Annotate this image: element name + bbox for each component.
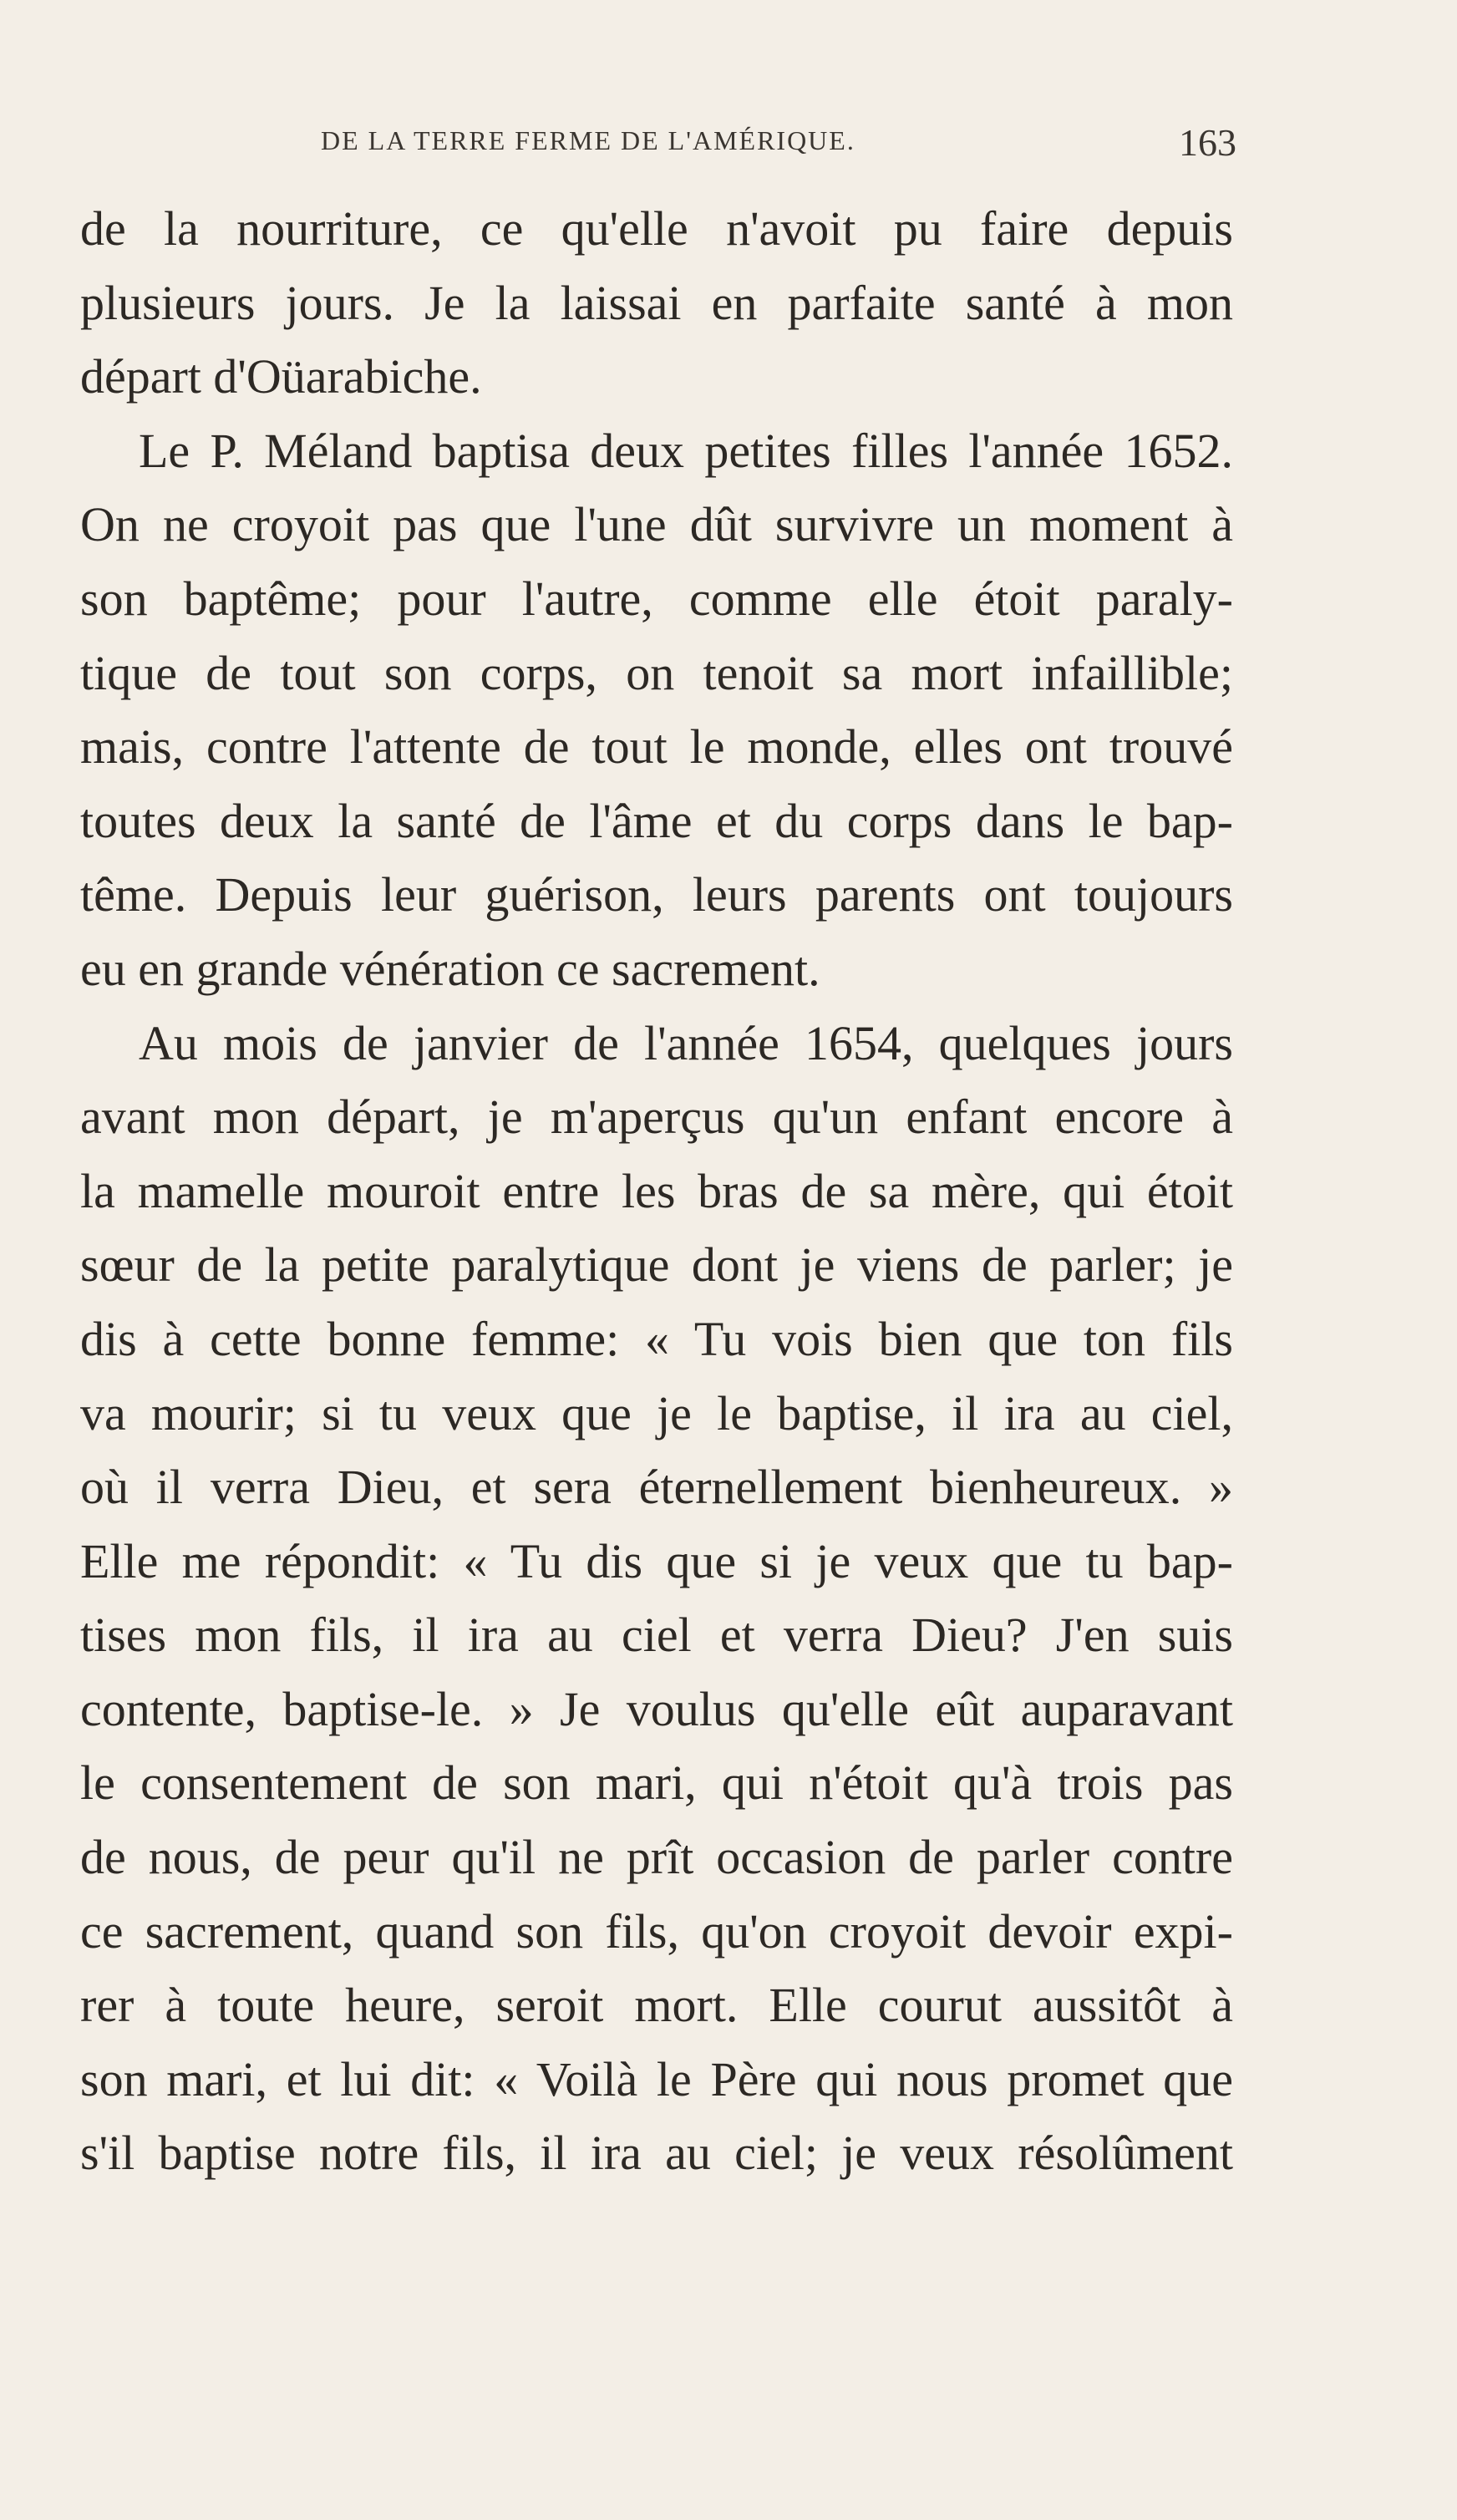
text-line: plusieurs jours. Je la laissai en parfaite santé à mon xyxy=(80,275,1233,330)
text-line: mais, contre l'attente de tout le monde, elles ont trouvé xyxy=(80,719,1233,775)
text-line: contente, baptise-le. » Je voulus qu'elle eût auparavant xyxy=(80,1681,1233,1736)
text-line: le consentement de son mari, qui n'étoit qu'à trois pas xyxy=(80,1755,1233,1811)
text-line: s'il baptise notre fils, il ira au ciel; je veux résolûment xyxy=(80,2126,1233,2181)
text-line: la mamelle mouroit entre les bras de sa mère, qui étoit xyxy=(80,1163,1233,1218)
text-line: Le P. Méland baptisa deux petites filles l'année 1652. xyxy=(139,423,1233,478)
text-line: eu en grande vénération ce sacrement. xyxy=(80,941,820,996)
page-number: 163 xyxy=(1179,121,1236,164)
text-line: tême. Depuis leur guérison, leurs parents ont toujours xyxy=(80,867,1233,922)
text-line: dis à cette bonne femme: « Tu vois bien que ton fils xyxy=(80,1311,1233,1366)
text-line: Au mois de janvier de l'année 1654, quelques jours xyxy=(139,1015,1233,1070)
body-text xyxy=(80,192,1233,2191)
page-header xyxy=(80,121,1236,167)
text-line: de la nourriture, ce qu'elle n'avoit pu faire depuis xyxy=(80,201,1233,256)
text-line: son mari, et lui dit: « Voilà le Père qui nous promet que xyxy=(80,2051,1233,2106)
text-line: rer à toute heure, seroit mort. Elle courut aussitôt à xyxy=(80,1978,1233,2033)
text-line: de nous, de peur qu'il ne prît occasion de parler contre xyxy=(80,1830,1233,1885)
text-line: Elle me répondit: « Tu dis que si je veux que tu bap- xyxy=(80,1533,1233,1588)
text-line: ce sacrement, quand son fils, qu'on croyoit devoir expi- xyxy=(80,1903,1233,1959)
text-line: toutes deux la santé de l'âme et du corps dans le bap- xyxy=(80,793,1233,848)
text-line: tique de tout son corps, on tenoit sa mort infaillible; xyxy=(80,645,1233,700)
text-line: va mourir; si tu veux que je le baptise, il ira au ciel, xyxy=(80,1385,1233,1440)
text-line: sœur de la petite paralytique dont je viens de parler; je xyxy=(80,1237,1233,1293)
text-line: avant mon départ, je m'aperçus qu'un enfant encore à xyxy=(80,1090,1233,1145)
text-line: départ d'Oüarabiche. xyxy=(80,349,482,404)
text-line: où il verra Dieu, et sera éternellement bienheureux. » xyxy=(80,1460,1233,1515)
running-title: DE LA TERRE FERME DE L'AMÉRIQUE. xyxy=(321,125,855,155)
text-line: son baptême; pour l'autre, comme elle étoit paraly- xyxy=(80,571,1233,626)
text-line: On ne croyoit pas que l'une dût survivre un moment à xyxy=(80,497,1233,552)
text-line: tises mon fils, il ira au ciel et verra Dieu? J'en suis xyxy=(80,1608,1233,1663)
